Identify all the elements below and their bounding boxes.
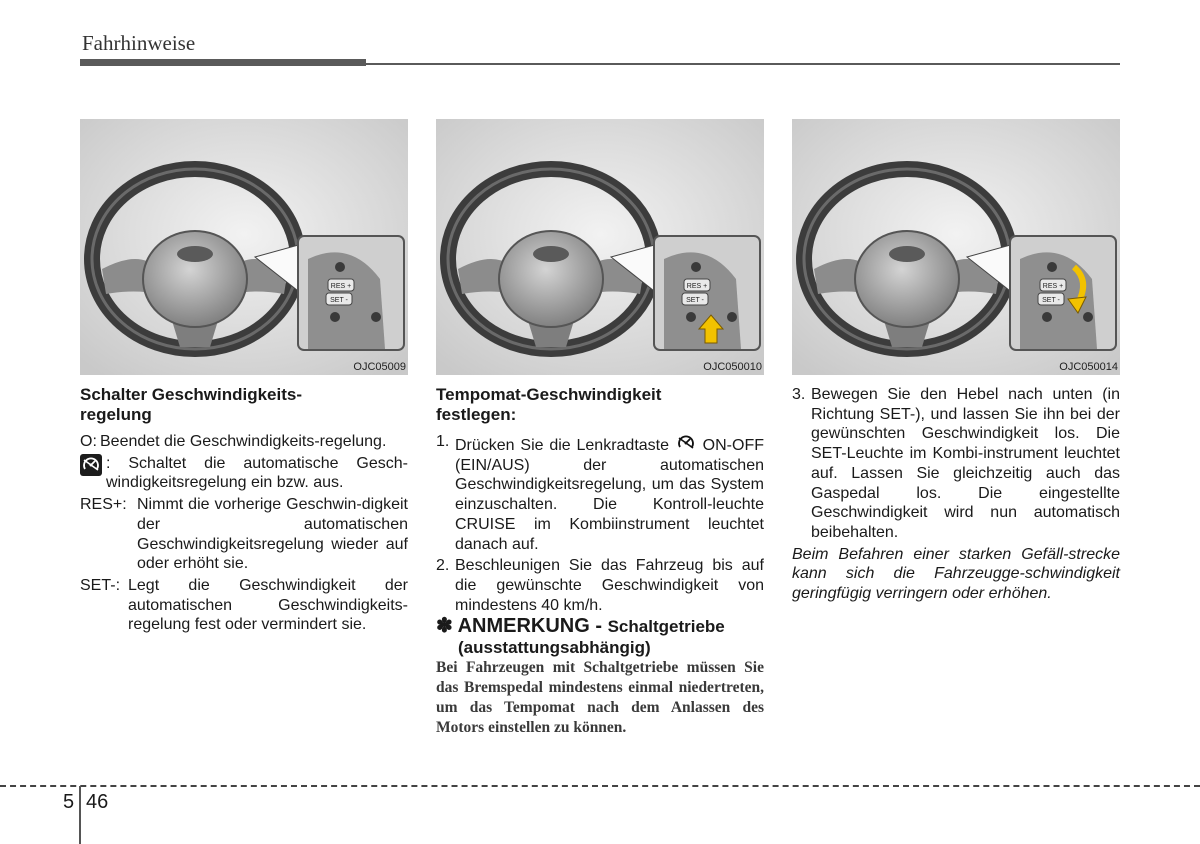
- section-heading: Schalter Geschwindigkeits- regelung: [80, 385, 303, 424]
- header-rule-thin: [366, 63, 1120, 65]
- steering-wheel-figure-1: [80, 119, 408, 375]
- page-header-title: Fahrhinweise: [82, 31, 196, 55]
- steering-wheel-illustration: [436, 119, 764, 375]
- section-heading: Tempomat-Geschwindigkeit festlegen:: [436, 385, 662, 424]
- page-number: 46: [86, 791, 109, 813]
- definition-text: : Schaltet die automatische Gesch-windigkeitsregelung ein bzw. aus.: [106, 454, 408, 492]
- steering-wheel-illustration: [80, 119, 408, 375]
- definition-res: [80, 495, 408, 574]
- step-number: 2.: [436, 557, 450, 575]
- definition-set: [80, 576, 408, 635]
- header-rule-thick: [80, 59, 366, 66]
- step-text: Bewegen Sie den Hebel nach unten (in Richtung SET-), und lassen Sie ihn bei der gewünschten Geschwindigkeit los. Die SET-Leuchte im Kombi-instrument leuchtet auf. Lassen Sie gleichzeitig auch das Gaspedal los. Die eingestellte Geschwindigkeit wird nun automatisch beibehalten.: [811, 386, 1120, 541]
- column-2: [436, 385, 764, 738]
- svg-text:RES +: RES +: [1042, 283, 1064, 290]
- definition-o: [80, 432, 408, 452]
- note-subheading: (ausstattungsabhängig): [458, 638, 651, 658]
- step-text: Drücken Sie die Lenkradtaste ON-OFF (EIN/AUS) der automatischen Geschwindigkeitsregelung, um das System einzuschalten. Die Kontroll-leuchte CRUISE im Kombiinstrument leuchtet danach auf.: [455, 432, 764, 554]
- definition-label: O:: [80, 433, 97, 450]
- step-text: Beschleunigen Sie das Fahrzeug bis auf die gewünschte Geschwindigkeit von mindestens 40 km/h.: [455, 557, 764, 614]
- steering-wheel-illustration: [792, 119, 1120, 375]
- column-1: [80, 385, 408, 635]
- svg-text:SET -: SET -: [1042, 297, 1060, 304]
- svg-text:RES +: RES +: [686, 283, 708, 290]
- figure-code: OJC05009: [353, 361, 406, 373]
- svg-text:SET -: SET -: [686, 297, 704, 304]
- step-3: [792, 385, 1120, 543]
- definition-text: Legt die Geschwindigkeit der automatischen Geschwindigkeits-regelung fest oder vermindert sie.: [128, 576, 408, 634]
- step-1: [436, 432, 764, 554]
- note-heading: ✽ ANMERKUNG - Schaltgetriebe: [436, 615, 725, 638]
- footer-dashed-rule: [0, 785, 1200, 787]
- footer-divider: [79, 786, 81, 844]
- definition-text: Nimmt die vorherige Geschwin-digkeit der automatischen Geschwindigkeitsregelung wieder auf oder erhöht sie.: [137, 496, 408, 573]
- steering-wheel-figure-3: [792, 119, 1120, 375]
- cruise-control-icon: [675, 432, 697, 454]
- chapter-number: 5: [63, 791, 75, 813]
- cruise-control-icon: [80, 454, 102, 476]
- definition-text: Beendet die Geschwindigkeits-regelung.: [100, 433, 387, 450]
- note-star-icon: ✽: [436, 615, 453, 638]
- step-number: 1.: [436, 433, 450, 450]
- italic-note: Beim Befahren einer starken Gefäll-strecke kann sich die Fahrzeugge-schwindigkeit geringfügig verringern oder erhöhen.: [792, 545, 1120, 603]
- figure-code: OJC050010: [703, 361, 762, 373]
- column-3: [792, 385, 1120, 604]
- svg-text:RES +: RES +: [330, 283, 352, 290]
- definition-label: SET-:: [80, 576, 121, 594]
- step-number: 3.: [792, 386, 806, 403]
- figure-code: OJC050014: [1059, 361, 1118, 373]
- note-body: Bei Fahrzeugen mit Schaltgetriebe müssen Sie das Bremspedal mindestens einmal niedertreten, um das Tempomat nach dem Anlassen des Motors einstellen zu können.: [436, 659, 764, 737]
- definition-cruise-icon: [80, 454, 408, 493]
- step-2: [436, 556, 764, 615]
- svg-text:SET -: SET -: [330, 297, 348, 304]
- definition-label: RES+:: [80, 496, 127, 514]
- steering-wheel-figure-2: [436, 119, 764, 375]
